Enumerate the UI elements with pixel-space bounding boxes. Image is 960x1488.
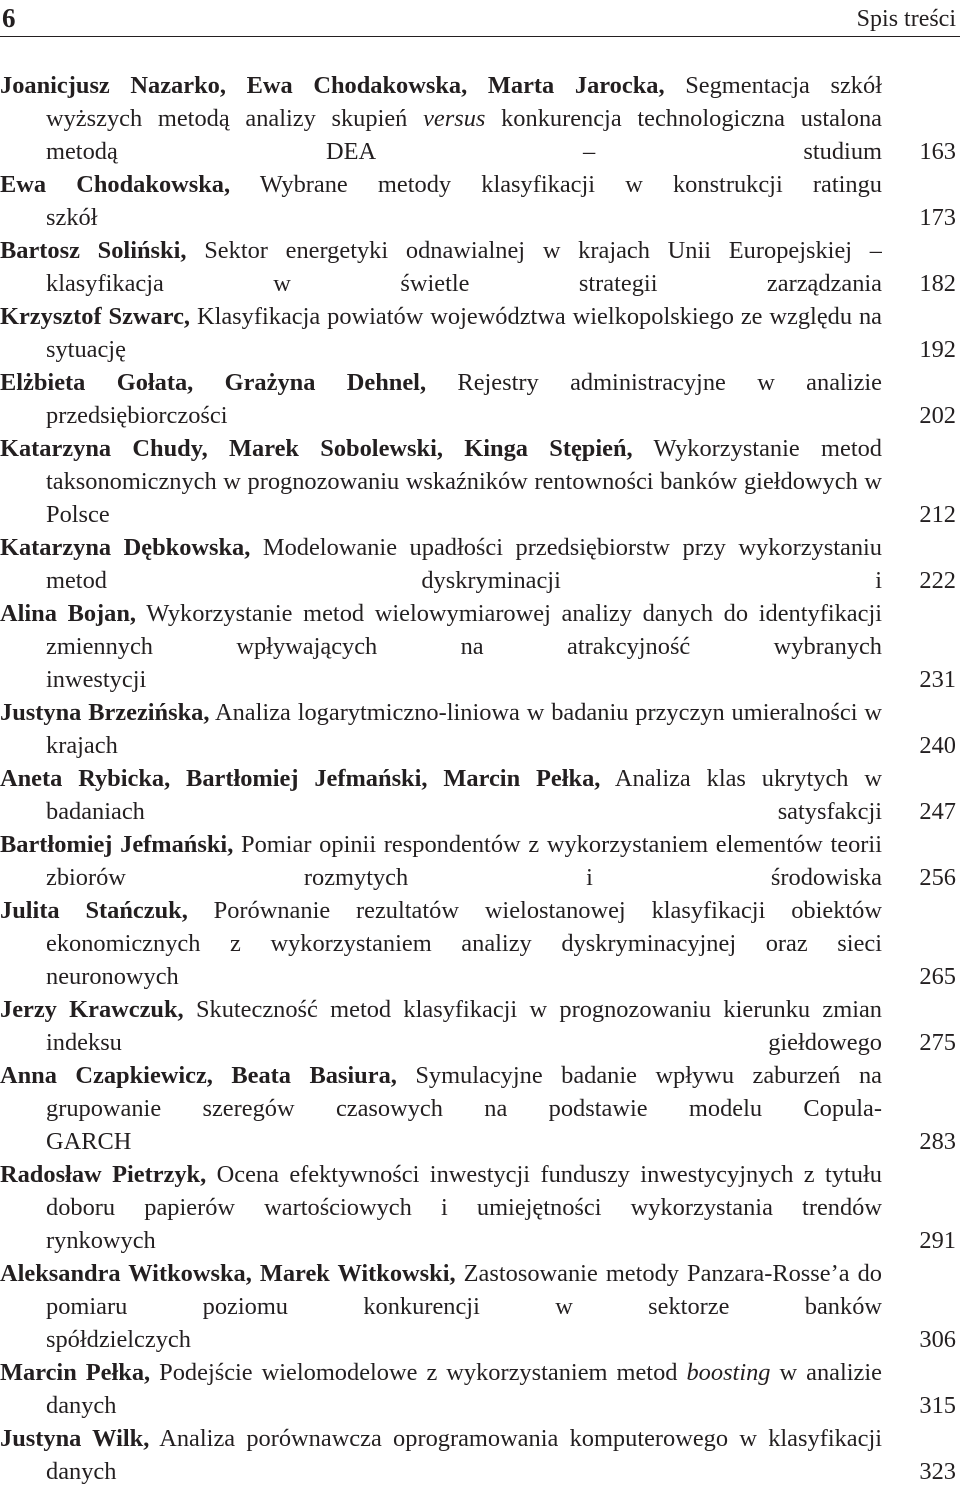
- toc-entry[interactable]: [0, 597, 960, 696]
- toc-entry-text: [0, 234, 882, 300]
- toc-entry-title-italic: versus: [423, 105, 486, 132]
- table-of-contents: [0, 69, 960, 1488]
- page-number: 6: [2, 3, 16, 33]
- toc-entry-authors: Julita Stańczuk,: [0, 897, 188, 924]
- toc-entry-authors: Bartosz Soliński,: [0, 237, 187, 264]
- toc-entry-title: Analiza logarytmiczno-liniowa w badaniu przyczyn umieralności w krajach: [46, 699, 882, 759]
- toc-page-number: 163: [919, 138, 956, 165]
- toc-entry-authors: Aneta Rybicka, Bartłomiej Jefmański, Marcin Pełka,: [0, 765, 601, 792]
- toc-entry-text: [0, 762, 882, 828]
- toc-entry[interactable]: [0, 300, 960, 366]
- toc-entry-text: [0, 168, 882, 234]
- toc-entry[interactable]: [0, 69, 960, 168]
- toc-page-number: 265: [919, 963, 956, 990]
- toc-page-number: 256: [919, 864, 956, 891]
- toc-entry-title: [46, 1359, 882, 1422]
- toc-entry-authors: Anna Czapkiewicz, Beata Basiura,: [0, 1062, 397, 1089]
- toc-page-number: 222: [919, 567, 956, 594]
- toc-entry-authors: Radosław Pietrzyk,: [0, 1161, 207, 1188]
- toc-entry-title: Skuteczność metod klasyfikacji w prognozowaniu kierunku zmian indeksu giełdowego: [46, 996, 882, 1056]
- toc-entry-title-part: konkurencja technologiczna ustalona metodą DEA – studium: [46, 105, 882, 165]
- toc-entry-title-part: w analizie danych: [46, 1359, 882, 1419]
- toc-page-number: 192: [919, 336, 956, 363]
- toc-entry-title: Zastosowanie metody Panzara-Rosse’a do pomiaru poziomu konkurencji w sektorze banków spółdzielczych: [46, 1260, 882, 1353]
- toc-entry-authors: Joanicjusz Nazarko, Ewa Chodakowska, Marta Jarocka,: [0, 72, 665, 99]
- toc-entry[interactable]: [0, 1422, 960, 1488]
- toc-page-number: 240: [919, 732, 956, 759]
- toc-entry-text: [0, 300, 882, 366]
- toc-entry-authors: Katarzyna Dębkowska,: [0, 534, 251, 561]
- header-divider: [0, 36, 960, 37]
- toc-page-number: 212: [919, 501, 956, 528]
- toc-entry-title-part: Segmentacja szkół wyższych metodą analizy skupień: [46, 72, 882, 132]
- toc-entry-authors: Katarzyna Chudy, Marek Sobolewski, Kinga Stępień,: [0, 435, 633, 462]
- toc-entry[interactable]: [0, 1257, 960, 1356]
- toc-entry-text: [0, 696, 882, 762]
- toc-entry[interactable]: [0, 696, 960, 762]
- toc-entry-text: [0, 828, 882, 894]
- toc-entry-text: [0, 597, 882, 696]
- toc-entry[interactable]: [0, 234, 960, 300]
- toc-entry-authors: Justyna Brzezińska,: [0, 699, 210, 726]
- toc-entry-title: Pomiar opinii respondentów z wykorzystaniem elementów teorii zbiorów rozmytych i środowiska: [46, 831, 882, 891]
- toc-page-number: 202: [919, 402, 956, 429]
- toc-entry-authors: Marcin Pełka,: [0, 1359, 151, 1386]
- toc-entry-text: [0, 1422, 882, 1488]
- toc-page-number: 173: [919, 204, 956, 231]
- toc-page-number: 247: [919, 798, 956, 825]
- toc-entry-text: [0, 69, 882, 168]
- toc-entry-authors: Aleksandra Witkowska, Marek Witkowski,: [0, 1260, 456, 1287]
- toc-entry[interactable]: [0, 894, 960, 993]
- toc-page-number: 275: [919, 1029, 956, 1056]
- toc-entry-text: [0, 366, 882, 432]
- running-title: Spis treści: [856, 6, 956, 32]
- toc-entry[interactable]: [0, 828, 960, 894]
- toc-entry-text: [0, 1158, 882, 1257]
- toc-entry-text: [0, 993, 882, 1059]
- toc-page-number: 306: [919, 1326, 956, 1353]
- toc-entry-title: Modelowanie upadłości przedsiębiorstw przy wykorzystaniu metod dyskryminacji i: [46, 534, 882, 594]
- toc-entry[interactable]: [0, 1356, 960, 1422]
- toc-page-number: 291: [919, 1227, 956, 1254]
- toc-entry-text: [0, 1059, 882, 1158]
- page-header: [0, 0, 960, 40]
- toc-page-number: 283: [919, 1128, 956, 1155]
- toc-entry-authors: Justyna Wilk,: [0, 1425, 150, 1452]
- toc-entry-authors: Jerzy Krawczuk,: [0, 996, 184, 1023]
- toc-entry[interactable]: [0, 531, 960, 597]
- toc-entry[interactable]: [0, 1158, 960, 1257]
- toc-entry-title: Analiza porównawcza oprogramowania komputerowego w klasyfikacji danych: [46, 1425, 882, 1485]
- toc-entry-title: Ocena efektywności inwestycji funduszy inwestycyjnych z tytułu doboru papierów wartościowych i umiejętności wykorzystania trendów rynkowych: [46, 1161, 882, 1254]
- toc-entry-text: [0, 1356, 882, 1422]
- toc-entry-authors: Alina Bojan,: [0, 600, 137, 627]
- toc-entry[interactable]: [0, 993, 960, 1059]
- toc-entry-authors: Elżbieta Gołata, Grażyna Dehnel,: [0, 369, 427, 396]
- toc-entry-title-italic: boosting: [686, 1359, 771, 1386]
- toc-entry-title: Sektor energetyki odnawialnej w krajach Unii Europejskiej – klasyfikacja w świetle strategii zarządzania: [46, 237, 882, 297]
- toc-entry-text: [0, 894, 882, 993]
- toc-entry-title: Wykorzystanie metod taksonomicznych w prognozowaniu wskaźników rentowności banków giełdowych w Polsce: [46, 435, 882, 528]
- toc-entry-title: Wybrane metody klasyfikacji w konstrukcji ratingu szkół: [46, 171, 882, 231]
- toc-entry-title: Klasyfikacja powiatów województwa wielkopolskiego ze względu na sytuację: [46, 303, 882, 363]
- toc-entry-authors: Bartłomiej Jefmański,: [0, 831, 234, 858]
- toc-entry-title: Analiza klas ukrytych w badaniach satysfakcji: [46, 765, 882, 825]
- toc-entry[interactable]: [0, 366, 960, 432]
- toc-entry-text: [0, 432, 882, 531]
- toc-page-number: 315: [919, 1392, 956, 1419]
- toc-entry-title: Symulacyjne badanie wpływu zaburzeń na grupowanie szeregów czasowych na podstawie modelu Copula-GARCH: [46, 1062, 882, 1155]
- toc-entry-title: Rejestry administracyjne w analizie przedsiębiorczości: [46, 369, 882, 429]
- toc-entry-text: [0, 1257, 882, 1356]
- toc-page-number: 182: [919, 270, 956, 297]
- toc-entry-title: Porównanie rezultatów wielostanowej klasyfikacji obiektów ekonomicznych z wykorzystaniem analizy dyskryminacyjnej oraz sieci neuronowych: [46, 897, 882, 990]
- toc-entry-title: Wykorzystanie metod wielowymiarowej analizy danych do identyfikacji zmiennych wpływających na atrakcyjność wybranych inwestycji: [46, 600, 882, 693]
- toc-entry[interactable]: [0, 1059, 960, 1158]
- toc-entry[interactable]: [0, 168, 960, 234]
- toc-page-number: 231: [919, 666, 956, 693]
- toc-entry-title-part: Podejście wielomodelowe z wykorzystaniem metod: [159, 1359, 687, 1386]
- toc-entry-text: [0, 531, 882, 597]
- toc-entry[interactable]: [0, 762, 960, 828]
- toc-entry-authors: Ewa Chodakowska,: [0, 171, 231, 198]
- toc-entry-authors: Krzysztof Szwarc,: [0, 303, 191, 330]
- toc-entry[interactable]: [0, 432, 960, 531]
- toc-page-number: 323: [919, 1458, 956, 1485]
